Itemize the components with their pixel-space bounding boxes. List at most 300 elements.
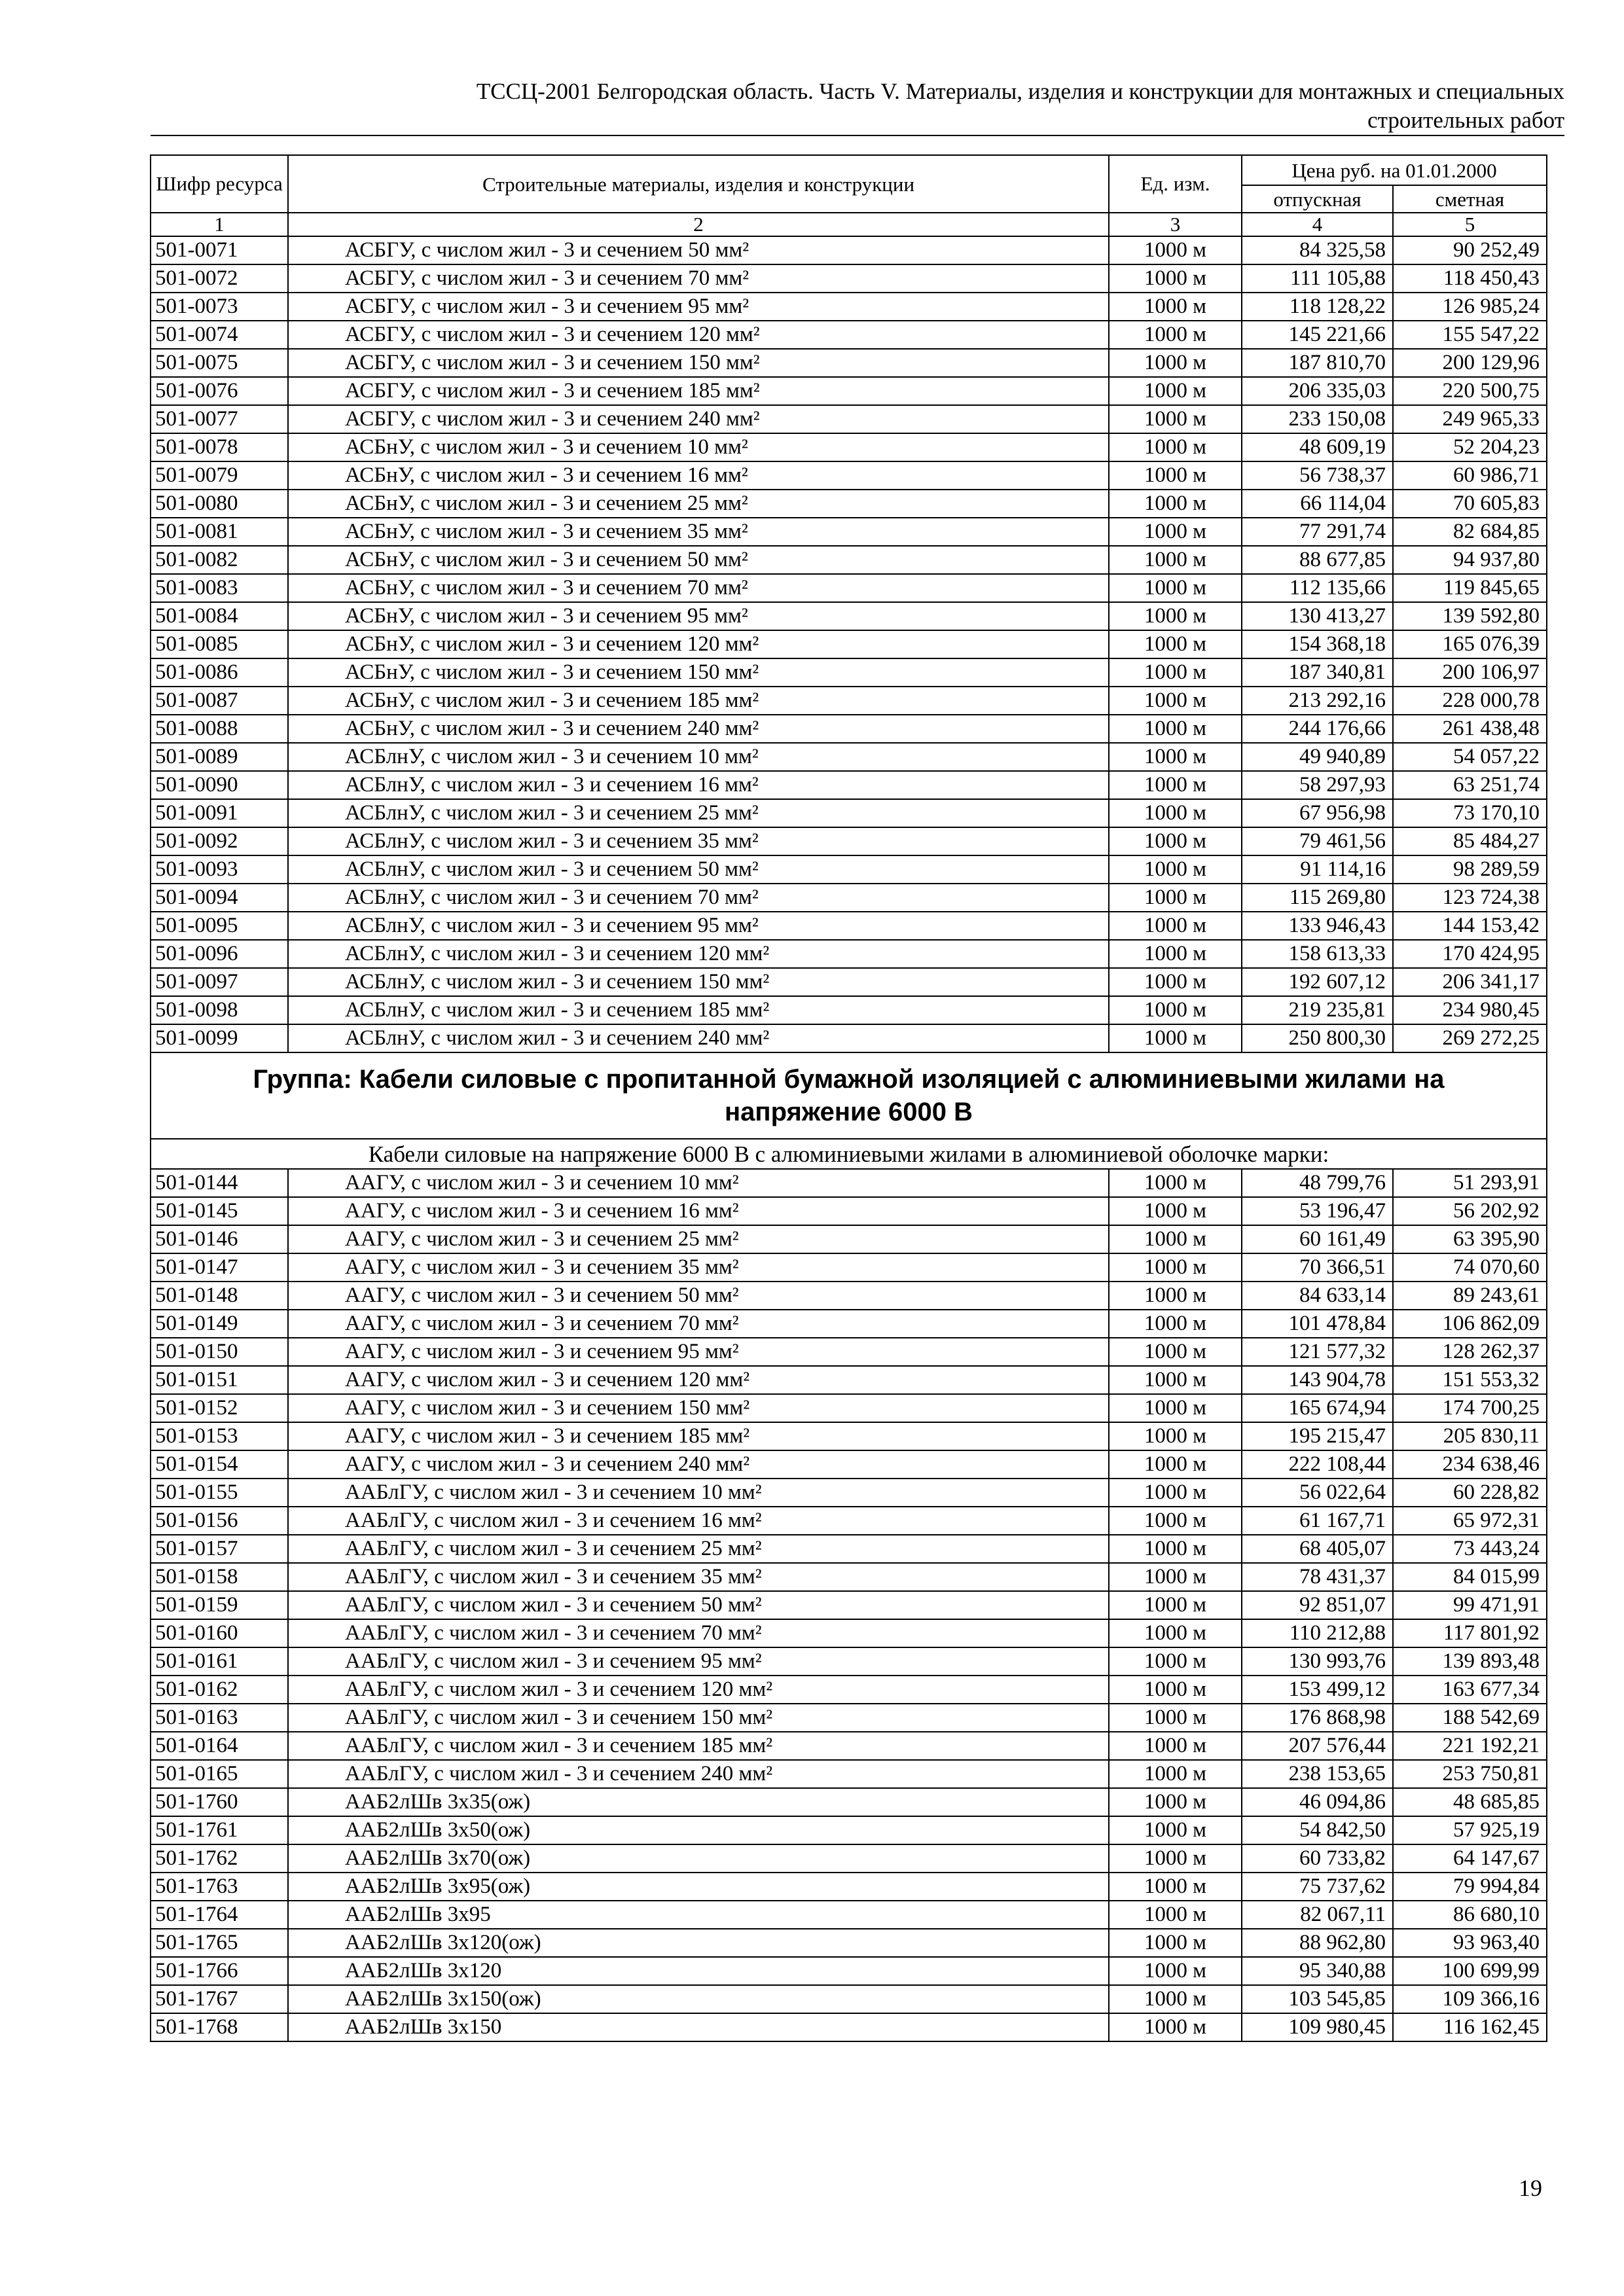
table-row [151,1788,1547,1816]
cell-code: 501-1763 [151,1873,288,1901]
cell-name: ААГУ, с числом жил - 3 и сечением 25 мм² [288,1225,1109,1253]
cell-name: АСБГУ, с числом жил - 3 и сечением 70 мм² [288,264,1109,293]
cell-release-price: 103 545,85 [1242,1985,1393,2013]
cell-unit: 1000 м [1109,546,1242,574]
cell-name: АСБлнУ, с числом жил - 3 и сечением 50 мм² [288,855,1109,884]
table-body-b [151,1169,1547,2041]
cell-code: 501-1764 [151,1901,288,1929]
cell-unit: 1000 м [1109,321,1242,349]
cell-estimate-price: 51 293,91 [1393,1169,1547,1197]
table-row [151,1732,1547,1760]
cell-unit: 1000 м [1109,630,1242,658]
cell-unit: 1000 м [1109,405,1242,433]
cell-estimate-price: 128 262,37 [1393,1338,1547,1366]
cell-unit: 1000 м [1109,996,1242,1024]
table-row [151,1957,1547,1985]
cell-name: ААБлГУ, с числом жил - 3 и сечением 70 мм² [288,1619,1109,1647]
cell-estimate-price: 118 450,43 [1393,264,1547,293]
table-row [151,1225,1547,1253]
cell-code: 501-0095 [151,912,288,940]
cell-estimate-price: 90 252,49 [1393,236,1547,264]
cell-name: ААБ2лШв 3х120(ож) [288,1929,1109,1957]
cell-code: 501-0161 [151,1647,288,1676]
cell-code: 501-0087 [151,687,288,715]
table-row [151,827,1547,855]
table-row [151,1479,1547,1507]
cell-name: ААБ2лШв 3х95(ож) [288,1873,1109,1901]
cell-unit: 1000 м [1109,912,1242,940]
table-row [151,490,1547,518]
cell-release-price: 88 962,80 [1242,1929,1393,1957]
table-row [151,293,1547,321]
cell-unit: 1000 м [1109,799,1242,827]
cell-unit: 1000 м [1109,1816,1242,1844]
cell-code: 501-0153 [151,1422,288,1450]
cell-release-price: 101 478,84 [1242,1310,1393,1338]
cell-estimate-price: 151 553,32 [1393,1366,1547,1394]
cell-release-price: 95 340,88 [1242,1957,1393,1985]
cell-code: 501-0078 [151,433,288,461]
cell-code: 501-1767 [151,1985,288,2013]
cell-name: АСБнУ, с числом жил - 3 и сечением 70 мм² [288,574,1109,602]
cell-name: ААГУ, с числом жил - 3 и сечением 150 мм² [288,1394,1109,1422]
cell-estimate-price: 100 699,99 [1393,1957,1547,1985]
page-header [151,77,1564,136]
price-table [150,154,1547,2042]
cell-estimate-price: 57 925,19 [1393,1816,1547,1844]
cell-unit: 1000 м [1109,1563,1242,1591]
cell-code: 501-0093 [151,855,288,884]
cell-code: 501-0079 [151,461,288,490]
table-row [151,715,1547,743]
cell-code: 501-0155 [151,1479,288,1507]
cell-code: 501-0165 [151,1760,288,1788]
cell-release-price: 84 633,14 [1242,1282,1393,1310]
cell-release-price: 60 161,49 [1242,1225,1393,1253]
cell-estimate-price: 52 204,23 [1393,433,1547,461]
cell-estimate-price: 89 243,61 [1393,1282,1547,1310]
cell-release-price: 219 235,81 [1242,996,1393,1024]
cell-release-price: 49 940,89 [1242,743,1393,771]
cell-unit: 1000 м [1109,264,1242,293]
cell-estimate-price: 139 893,48 [1393,1647,1547,1676]
cell-release-price: 187 810,70 [1242,349,1393,377]
cell-unit: 1000 м [1109,602,1242,630]
cell-name: АСБнУ, с числом жил - 3 и сечением 16 мм² [288,461,1109,490]
cell-release-price: 111 105,88 [1242,264,1393,293]
cell-release-price: 158 613,33 [1242,940,1393,968]
table-row [151,687,1547,715]
cell-code: 501-0160 [151,1619,288,1647]
cell-name: ААГУ, с числом жил - 3 и сечением 185 мм² [288,1422,1109,1450]
cell-unit: 1000 м [1109,1310,1242,1338]
cell-release-price: 70 366,51 [1242,1253,1393,1282]
header-name: Строительные материалы, изделия и конструкции [288,155,1109,213]
table-row [151,1253,1547,1282]
cell-code: 501-0084 [151,602,288,630]
cell-release-price: 54 842,50 [1242,1816,1393,1844]
page-number: 19 [1519,2175,1542,2201]
cell-name: АСБлнУ, с числом жил - 3 и сечением 16 мм² [288,771,1109,799]
cell-code: 501-0158 [151,1563,288,1591]
cell-code: 501-0073 [151,293,288,321]
cell-release-price: 233 150,08 [1242,405,1393,433]
cell-release-price: 154 368,18 [1242,630,1393,658]
cell-release-price: 207 576,44 [1242,1732,1393,1760]
cell-unit: 1000 м [1109,1197,1242,1225]
cell-estimate-price: 205 830,11 [1393,1422,1547,1450]
cell-estimate-price: 253 750,81 [1393,1760,1547,1788]
cell-code: 501-0099 [151,1024,288,1052]
table-row [151,1873,1547,1901]
cell-estimate-price: 74 070,60 [1393,1253,1547,1282]
cell-estimate-price: 126 985,24 [1393,293,1547,321]
cell-unit: 1000 м [1109,658,1242,687]
cell-name: АСБГУ, с числом жил - 3 и сечением 95 мм² [288,293,1109,321]
cell-code: 501-0150 [151,1338,288,1366]
header-title-line2: строительных работ [1367,107,1564,133]
cell-name: ААБлГУ, с числом жил - 3 и сечением 150 мм² [288,1704,1109,1732]
cell-code: 501-0147 [151,1253,288,1282]
cell-release-price: 84 325,58 [1242,236,1393,264]
cell-estimate-price: 220 500,75 [1393,377,1547,405]
cell-unit: 1000 м [1109,377,1242,405]
cell-unit: 1000 м [1109,1619,1242,1647]
table-row [151,1338,1547,1366]
cell-name: АСБлнУ, с числом жил - 3 и сечением 70 мм² [288,884,1109,912]
cell-unit: 1000 м [1109,1676,1242,1704]
header-price: Цена руб. на 01.01.2000 [1242,155,1547,185]
cell-code: 501-0086 [151,658,288,687]
cell-release-price: 153 499,12 [1242,1676,1393,1704]
cell-unit: 1000 м [1109,1591,1242,1619]
cell-name: АСБГУ, с числом жил - 3 и сечением 150 мм² [288,349,1109,377]
cell-name: ААБ2лШв 3х50(ож) [288,1816,1109,1844]
cell-release-price: 118 128,22 [1242,293,1393,321]
cell-unit: 1000 м [1109,884,1242,912]
table-row [151,321,1547,349]
cell-code: 501-0091 [151,799,288,827]
cell-code: 501-0077 [151,405,288,433]
table-row [151,377,1547,405]
cell-estimate-price: 64 147,67 [1393,1844,1547,1873]
cell-unit: 1000 м [1109,827,1242,855]
cell-name: ААБлГУ, с числом жил - 3 и сечением 25 мм² [288,1535,1109,1563]
cell-name: ААБ2лШв 3х150 [288,2013,1109,2041]
cell-name: АСБлнУ, с числом жил - 3 и сечением 25 мм² [288,799,1109,827]
table-row [151,264,1547,293]
cell-name: ААБлГУ, с числом жил - 3 и сечением 95 мм² [288,1647,1109,1676]
cell-estimate-price: 261 438,48 [1393,715,1547,743]
cell-code: 501-1762 [151,1844,288,1873]
cell-unit: 1000 м [1109,1985,1242,2013]
cell-unit: 1000 м [1109,518,1242,546]
header-unit: Ед. изм. [1109,155,1242,213]
cell-estimate-price: 249 965,33 [1393,405,1547,433]
cell-code: 501-0082 [151,546,288,574]
table-row [151,1507,1547,1535]
cell-code: 501-0164 [151,1732,288,1760]
table-row [151,1394,1547,1422]
cell-name: ААБлГУ, с числом жил - 3 и сечением 35 мм² [288,1563,1109,1591]
table-row [151,546,1547,574]
cell-name: ААГУ, с числом жил - 3 и сечением 70 мм² [288,1310,1109,1338]
table-row [151,1844,1547,1873]
cell-release-price: 58 297,93 [1242,771,1393,799]
cell-release-price: 61 167,71 [1242,1507,1393,1535]
cell-release-price: 75 737,62 [1242,1873,1393,1901]
cell-release-price: 110 212,88 [1242,1619,1393,1647]
cell-unit: 1000 м [1109,687,1242,715]
cell-release-price: 213 292,16 [1242,687,1393,715]
cell-release-price: 46 094,86 [1242,1788,1393,1816]
cell-release-price: 48 799,76 [1242,1169,1393,1197]
cell-name: ААБ2лШв 3х35(ож) [288,1788,1109,1816]
table-row [151,1676,1547,1704]
cell-unit: 1000 м [1109,743,1242,771]
cell-unit: 1000 м [1109,461,1242,490]
cell-release-price: 77 291,74 [1242,518,1393,546]
cell-unit: 1000 м [1109,1422,1242,1450]
table-row [151,771,1547,799]
cell-code: 501-0152 [151,1394,288,1422]
cell-unit: 1000 м [1109,293,1242,321]
table-row [151,1024,1547,1052]
table-row [151,1282,1547,1310]
cell-code: 501-0098 [151,996,288,1024]
cell-release-price: 206 335,03 [1242,377,1393,405]
table-row [151,236,1547,264]
table-row [151,1929,1547,1957]
table-row [151,518,1547,546]
cell-unit: 1000 м [1109,2013,1242,2041]
cell-estimate-price: 70 605,83 [1393,490,1547,518]
cell-name: АСБлнУ, с числом жил - 3 и сечением 10 мм² [288,743,1109,771]
cell-estimate-price: 116 162,45 [1393,2013,1547,2041]
cell-release-price: 143 904,78 [1242,1366,1393,1394]
table-row [151,602,1547,630]
cell-name: АСБнУ, с числом жил - 3 и сечением 25 мм² [288,490,1109,518]
cell-release-price: 145 221,66 [1242,321,1393,349]
header-code: Шифр ресурса [151,155,288,213]
header-estimate: сметная [1393,185,1547,213]
cell-code: 501-0096 [151,940,288,968]
cell-release-price: 68 405,07 [1242,1535,1393,1563]
col-number-1: 1 [151,213,288,236]
table-row [151,1310,1547,1338]
table-row [151,996,1547,1024]
cell-unit: 1000 м [1109,433,1242,461]
cell-estimate-price: 165 076,39 [1393,630,1547,658]
table-row [151,1704,1547,1732]
cell-unit: 1000 м [1109,1957,1242,1985]
cell-estimate-price: 170 424,95 [1393,940,1547,968]
cell-unit: 1000 м [1109,1024,1242,1052]
cell-release-price: 165 674,94 [1242,1394,1393,1422]
table-row [151,743,1547,771]
table-row [151,855,1547,884]
cell-name: АСБлнУ, с числом жил - 3 и сечением 35 мм² [288,827,1109,855]
cell-estimate-price: 65 972,31 [1393,1507,1547,1535]
cell-release-price: 56 738,37 [1242,461,1393,490]
cell-unit: 1000 м [1109,1338,1242,1366]
table-row [151,968,1547,996]
cell-name: ААГУ, с числом жил - 3 и сечением 16 мм² [288,1197,1109,1225]
cell-release-price: 82 067,11 [1242,1901,1393,1929]
cell-code: 501-0072 [151,264,288,293]
cell-release-price: 66 114,04 [1242,490,1393,518]
cell-code: 501-0089 [151,743,288,771]
cell-release-price: 67 956,98 [1242,799,1393,827]
cell-unit: 1000 м [1109,1282,1242,1310]
cell-release-price: 222 108,44 [1242,1450,1393,1479]
cell-code: 501-0159 [151,1591,288,1619]
header-release: отпускная [1242,185,1393,213]
cell-code: 501-0092 [151,827,288,855]
cell-unit: 1000 м [1109,1253,1242,1282]
cell-name: АСБнУ, с числом жил - 3 и сечением 185 мм² [288,687,1109,715]
table-row [151,1985,1547,2013]
cell-code: 501-0154 [151,1450,288,1479]
cell-name: ААГУ, с числом жил - 3 и сечением 10 мм² [288,1169,1109,1197]
cell-unit: 1000 м [1109,1169,1242,1197]
cell-code: 501-0097 [151,968,288,996]
cell-release-price: 79 461,56 [1242,827,1393,855]
cell-code: 501-1761 [151,1816,288,1844]
cell-unit: 1000 м [1109,1704,1242,1732]
cell-name: ААГУ, с числом жил - 3 и сечением 50 мм² [288,1282,1109,1310]
table-row [151,1619,1547,1647]
cell-code: 501-0144 [151,1169,288,1197]
cell-estimate-price: 188 542,69 [1393,1704,1547,1732]
cell-name: ААГУ, с числом жил - 3 и сечением 95 мм² [288,1338,1109,1366]
cell-unit: 1000 м [1109,236,1242,264]
cell-code: 501-0080 [151,490,288,518]
cell-code: 501-0094 [151,884,288,912]
cell-name: АСБлнУ, с числом жил - 3 и сечением 185 мм² [288,996,1109,1024]
cell-release-price: 121 577,32 [1242,1338,1393,1366]
cell-release-price: 115 269,80 [1242,884,1393,912]
cell-name: ААБлГУ, с числом жил - 3 и сечением 10 мм² [288,1479,1109,1507]
cell-estimate-price: 93 963,40 [1393,1929,1547,1957]
cell-estimate-price: 73 170,10 [1393,799,1547,827]
cell-code: 501-0149 [151,1310,288,1338]
cell-name: ААБлГУ, с числом жил - 3 и сечением 50 мм² [288,1591,1109,1619]
col-number-5: 5 [1393,213,1547,236]
group-title: Группа: Кабели силовые с пропитанной бумажной изоляцией с алюминиевыми жилами на напряжение 6000 В [151,1052,1547,1139]
cell-release-price: 112 135,66 [1242,574,1393,602]
cell-code: 501-0090 [151,771,288,799]
cell-code: 501-0083 [151,574,288,602]
cell-code: 501-0085 [151,630,288,658]
cell-code: 501-0146 [151,1225,288,1253]
cell-unit: 1000 м [1109,940,1242,968]
cell-estimate-price: 84 015,99 [1393,1563,1547,1591]
cell-estimate-price: 98 289,59 [1393,855,1547,884]
cell-release-price: 176 868,98 [1242,1704,1393,1732]
table-row [151,1366,1547,1394]
cell-estimate-price: 139 592,80 [1393,602,1547,630]
table-body-a [151,236,1547,1052]
cell-name: ААБ2лШв 3х95 [288,1901,1109,1929]
cell-release-price: 133 946,43 [1242,912,1393,940]
cell-name: АСБГУ, с числом жил - 3 и сечением 185 мм² [288,377,1109,405]
cell-code: 501-0151 [151,1366,288,1394]
cell-release-price: 195 215,47 [1242,1422,1393,1450]
cell-estimate-price: 144 153,42 [1393,912,1547,940]
cell-estimate-price: 234 980,45 [1393,996,1547,1024]
cell-estimate-price: 99 471,91 [1393,1591,1547,1619]
cell-name: ААБлГУ, с числом жил - 3 и сечением 240 мм² [288,1760,1109,1788]
cell-estimate-price: 221 192,21 [1393,1732,1547,1760]
cell-estimate-price: 79 994,84 [1393,1873,1547,1901]
cell-code: 501-1765 [151,1929,288,1957]
subgroup-title: Кабели силовые на напряжение 6000 В с алюминиевыми жилами в алюминиевой оболочке марки: [151,1139,1547,1169]
cell-name: АСБнУ, с числом жил - 3 и сечением 35 мм² [288,518,1109,546]
cell-estimate-price: 106 862,09 [1393,1310,1547,1338]
cell-estimate-price: 228 000,78 [1393,687,1547,715]
table-row [151,1563,1547,1591]
cell-estimate-price: 73 443,24 [1393,1535,1547,1563]
cell-code: 501-0074 [151,321,288,349]
col-number-4: 4 [1242,213,1393,236]
cell-unit: 1000 м [1109,1788,1242,1816]
cell-release-price: 48 609,19 [1242,433,1393,461]
table-row [151,1901,1547,1929]
cell-name: ААБ2лШв 3х120 [288,1957,1109,1985]
cell-estimate-price: 94 937,80 [1393,546,1547,574]
cell-name: ААГУ, с числом жил - 3 и сечением 35 мм² [288,1253,1109,1282]
cell-estimate-price: 54 057,22 [1393,743,1547,771]
table-header [151,155,1547,236]
cell-unit: 1000 м [1109,1732,1242,1760]
cell-unit: 1000 м [1109,771,1242,799]
table-row [151,433,1547,461]
cell-name: АСБлнУ, с числом жил - 3 и сечением 240 мм² [288,1024,1109,1052]
cell-code: 501-0162 [151,1676,288,1704]
cell-unit: 1000 м [1109,1535,1242,1563]
cell-name: АСБнУ, с числом жил - 3 и сечением 240 мм² [288,715,1109,743]
table-row [151,1422,1547,1450]
table-row [151,1450,1547,1479]
table-row [151,1591,1547,1619]
cell-name: АСБГУ, с числом жил - 3 и сечением 240 мм² [288,405,1109,433]
cell-code: 501-0148 [151,1282,288,1310]
table-row [151,1169,1547,1197]
cell-estimate-price: 117 801,92 [1393,1619,1547,1647]
cell-release-price: 88 677,85 [1242,546,1393,574]
table-row [151,574,1547,602]
header-title-line1: ТССЦ-2001 Белгородская область. Часть V. Материалы, изделия и конструкции для монтажных и специальных [476,79,1564,104]
cell-release-price: 53 196,47 [1242,1197,1393,1225]
cell-release-price: 130 413,27 [1242,602,1393,630]
table-row [151,2013,1547,2041]
cell-estimate-price: 63 251,74 [1393,771,1547,799]
cell-estimate-price: 234 638,46 [1393,1450,1547,1479]
cell-name: ААБлГУ, с числом жил - 3 и сечением 120 мм² [288,1676,1109,1704]
cell-release-price: 91 114,16 [1242,855,1393,884]
cell-estimate-price: 109 366,16 [1393,1985,1547,2013]
cell-code: 501-1760 [151,1788,288,1816]
table-row [151,630,1547,658]
cell-name: ААБ2лШв 3х150(ож) [288,1985,1109,2013]
cell-estimate-price: 269 272,25 [1393,1024,1547,1052]
cell-unit: 1000 м [1109,1394,1242,1422]
table-row [151,1647,1547,1676]
cell-code: 501-0088 [151,715,288,743]
cell-unit: 1000 м [1109,1901,1242,1929]
cell-estimate-price: 82 684,85 [1393,518,1547,546]
